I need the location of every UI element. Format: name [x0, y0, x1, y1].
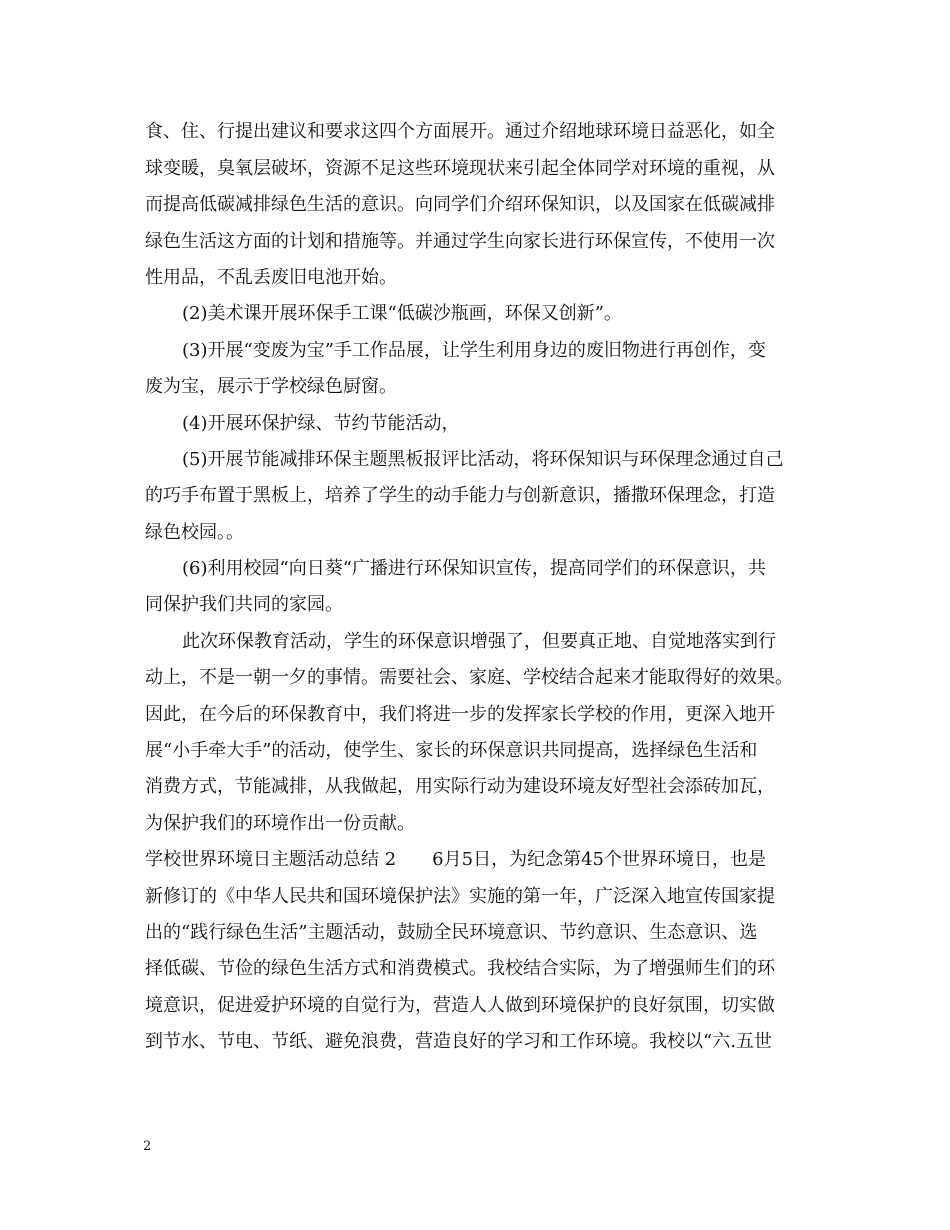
text-line: (6)利用校园“向日葵“广播进行环保知识宣传，提高同学们的环保意识，共 — [182, 558, 766, 579]
text-line: 绿色校园。。 — [145, 522, 244, 543]
text-line: (5)开展节能减排环保主题黑板报评比活动，将环保知识与环保理念通过自己 — [182, 449, 784, 470]
text-line: 废为宝，展示于学校绿色厨窗。 — [145, 376, 397, 397]
text-line: 为保护我们的环境作出一份贡献。 — [145, 813, 415, 834]
text-line: (3)开展“变废为宝”手工作品展，让学生利用身边的废旧物进行再创作，变 — [182, 340, 766, 361]
text-line: 出的“践行绿色生活”主题活动，鼓励全民环境意识、节约意识、生态意识、选 — [145, 922, 758, 943]
text-line: 同保护我们共同的家园。 — [145, 594, 343, 615]
text-line: (4)开展环保护绿、节约节能活动， — [182, 413, 460, 434]
text-line: 到节水、节电、节纸、避免浪费，营造良好的学习和工作环境。我校以“六.五世 — [145, 1031, 772, 1052]
text-line: 学校世界环境日主题活动总结 2 6月5日，为纪念第45个世界环境日，也是 — [145, 849, 766, 870]
text-line: 择低碳、节俭的绿色生活方式和消费模式。我校结合实际，为了增强师生们的环 — [145, 958, 775, 979]
text-line: 消费方式，节能减排，从我做起，用实际行动为建设环境友好型社会添砖加瓦， — [145, 776, 775, 797]
text-line: 而提高低碳减排绿色生活的意识。向同学们介绍环保知识，以及国家在低碳减排 — [145, 194, 775, 215]
text-line: 绿色生活这方面的计划和措施等。并通过学生向家长进行环保宣传，不使用一次 — [145, 231, 775, 252]
text-line: 此次环保教育活动，学生的环保意识增强了，但要真正地、自觉地落实到行 — [182, 631, 776, 652]
text-line: 的巧手布置于黑板上，培养了学生的动手能力与创新意识，播撒环保理念，打造 — [145, 485, 775, 506]
text-line: 因此，在今后的环保教育中，我们将进一步的发挥家长学校的作用，更深入地开 — [145, 704, 775, 725]
page-number: 2 — [143, 1139, 152, 1154]
text-line: 境意识，促进爱护环境的自觉行为，营造人人做到环境保护的良好氛围，切实做 — [145, 995, 775, 1016]
text-line: 新修订的《中华人民共和国环境保护法》实施的第一年，广泛深入地宣传国家提 — [145, 886, 775, 907]
text-line: (2)美术课开展环保手工课“低碳沙瓶画，环保又创新”。 — [182, 303, 622, 324]
text-line: 展“小手牵大手”的活动，使学生、家长的环保意识共同提高，选择绿色生活和 — [145, 740, 758, 761]
text-line: 球变暖，臭氧层破坏，资源不足这些环境现状来引起全体同学对环境的重视，从 — [145, 158, 775, 179]
text-line: 性用品，不乱丢废旧电池开始。 — [145, 267, 397, 288]
text-line: 动上，不是一朝一夕的事情。需要社会、家庭、学校结合起来才能取得好的效果。 — [145, 667, 793, 688]
text-line: 食、住、行提出建议和要求这四个方面展开。通过介绍地球环境日益恶化，如全 — [145, 121, 775, 142]
